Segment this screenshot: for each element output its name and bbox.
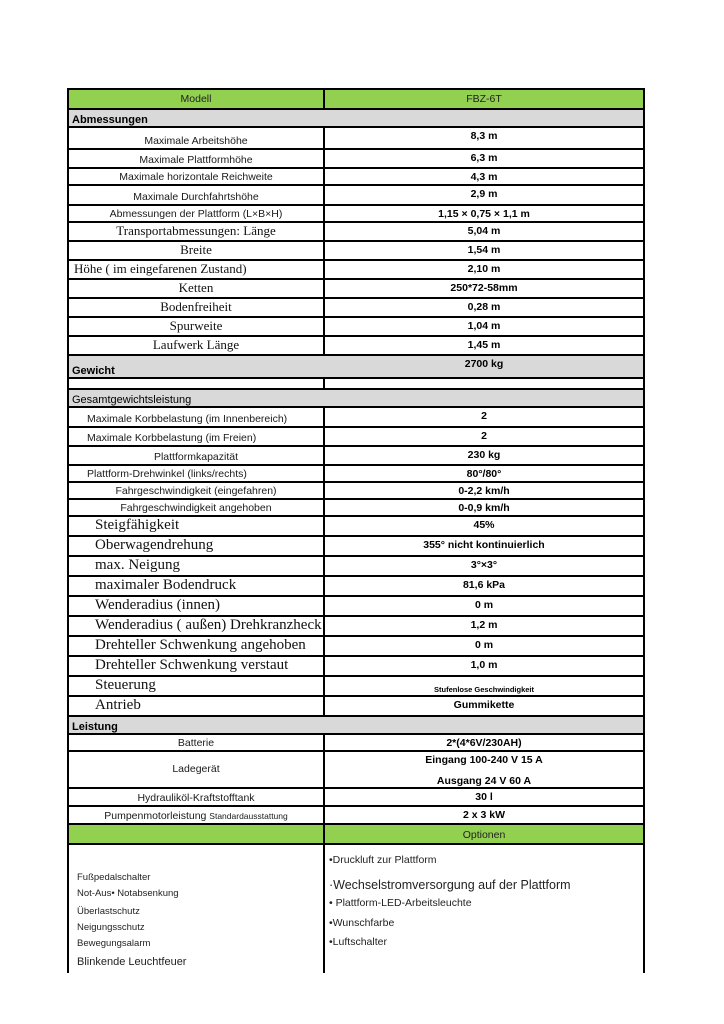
spec-label-cell (68, 576, 324, 596)
standard-feature-item: Neigungsschutz (77, 922, 145, 933)
row-label: Steigfähigkeit (95, 517, 180, 533)
spec-label-cell (68, 407, 324, 427)
spec-label-cell (68, 636, 324, 656)
options-header-label: Optionen (462, 829, 506, 841)
spec-value-cell (324, 499, 644, 516)
row-label: Drehteller Schwenkung verstaut (95, 657, 289, 673)
row-label: Plattform-Drehwinkel (links/rechts) (87, 468, 247, 480)
section-cell (68, 716, 644, 734)
row-value: 1,0 m (470, 659, 498, 671)
row-value: 1,15 × 0,75 × 1,1 m (438, 208, 530, 220)
spec-label-cell (68, 465, 324, 482)
options-header-row (68, 824, 644, 844)
row-label: Antrieb (95, 697, 141, 713)
row-label: Maximale Korbbelastung (im Freien) (87, 432, 257, 444)
spec-value-cell (324, 751, 644, 788)
spec-value-cell (324, 806, 644, 824)
row-value: 0,28 m (467, 301, 501, 313)
section-label: Leistung (72, 721, 118, 733)
row-value: 1,45 m (467, 339, 501, 351)
row-label: Ketten (178, 280, 214, 295)
spec-value-cell (324, 482, 644, 499)
row-value: 1,54 m (467, 244, 501, 256)
row-value: 2 (481, 410, 487, 422)
spec-value-cell (324, 279, 644, 298)
spec-label-cell (68, 516, 324, 536)
spec-label-cell (68, 788, 324, 806)
spacer-cell-right (324, 378, 644, 389)
row-value: 4,3 m (470, 171, 498, 183)
spec-value-cell (324, 317, 644, 336)
spec-value-cell (324, 596, 644, 616)
spec-value-cell (324, 168, 644, 185)
spec-label-cell (68, 696, 324, 716)
spec-label-cell (68, 751, 324, 788)
spec-row (68, 427, 644, 446)
model-label: Modell (180, 93, 212, 105)
spec-value-cell (324, 298, 644, 317)
spec-row (68, 241, 644, 260)
option-item: • Plattform-LED-Arbeitsleuchte (329, 897, 472, 909)
spec-row (68, 407, 644, 427)
standard-features-cell (68, 844, 324, 973)
spec-label-cell (68, 298, 324, 317)
row-value: Stufenlose Geschwindigkeit (433, 685, 535, 694)
options-header-cell (324, 824, 644, 844)
row-value: 2 (481, 430, 487, 442)
option-item: •Luftschalter (329, 936, 387, 948)
spec-row (68, 465, 644, 482)
spec-label-cell (68, 149, 324, 168)
spec-label-cell (68, 676, 324, 696)
row-label: Steuerung (95, 677, 156, 693)
row-value: 2,10 m (467, 263, 501, 275)
spec-value-cell (324, 465, 644, 482)
spec-label-cell (68, 536, 324, 556)
spec-row (68, 734, 644, 751)
spec-label-cell (68, 222, 324, 241)
spec-label-cell (68, 596, 324, 616)
spec-value-cell (324, 260, 644, 279)
spec-value-cell (324, 636, 644, 656)
spec-label-cell (68, 127, 324, 149)
spec-row (68, 149, 644, 168)
section-row (68, 716, 644, 734)
spec-label-cell (68, 185, 324, 205)
spec-label-cell (68, 656, 324, 676)
row-label: Wenderadius (innen) (95, 597, 220, 613)
model-label-cell (68, 89, 324, 109)
row-label: Drehteller Schwenkung angehoben (95, 637, 306, 653)
row-label: Fahrgeschwindigkeit angehoben (120, 502, 272, 514)
spec-row (68, 751, 644, 788)
option-item: •Druckluft zur Plattform (329, 854, 437, 866)
options-list-cell (324, 844, 644, 973)
row-label: max. Neigung (95, 557, 180, 573)
row-label: Maximale Plattformhöhe (139, 154, 253, 166)
spec-row (68, 596, 644, 616)
spec-label-cell (68, 734, 324, 751)
spec-value-cell (324, 616, 644, 636)
standard-feature-item: Bewegungsalarm (77, 938, 151, 949)
row-label: Spurweite (169, 318, 223, 333)
spec-label-cell (68, 482, 324, 499)
standard-feature-item: Überlastschutz (77, 906, 140, 917)
spec-value-cell (324, 734, 644, 751)
spec-value-cell (324, 427, 644, 446)
section-cell (68, 389, 644, 407)
row-value: 45% (473, 519, 495, 531)
standard-feature-item: Blinkende Leuchtfeuer (77, 956, 187, 968)
row-label: Plattformkapazität (153, 451, 239, 463)
spec-row (68, 127, 644, 149)
row-label: Maximale Arbeitshöhe (144, 135, 248, 147)
row-label: Breite (180, 242, 212, 257)
row-value-line: Eingang 100-240 V 15 A (425, 754, 543, 766)
spec-label-cell (68, 427, 324, 446)
spec-row (68, 556, 644, 576)
spec-row (68, 168, 644, 185)
spec-value-cell (324, 149, 644, 168)
section-row (68, 389, 644, 407)
standard-feature-item: Not-Aus• Notabsenkung (77, 888, 179, 899)
spec-label-cell (68, 616, 324, 636)
spec-label-cell (68, 806, 324, 824)
row-value-line: Ausgang 24 V 60 A (436, 775, 532, 787)
spec-value-cell (324, 205, 644, 222)
row-value: 250*72-58mm (450, 282, 518, 294)
spec-sheet (67, 88, 645, 973)
model-header-row (68, 89, 644, 109)
row-value: 0-2,2 km/h (458, 485, 510, 497)
spec-value-cell (324, 241, 644, 260)
row-label: Laufwerk Länge (152, 337, 240, 352)
row-label: Wenderadius ( außen) Drehkranzheck (95, 617, 322, 633)
row-label: Transportabmessungen: Länge (116, 223, 276, 238)
row-value: 355° nicht kontinuierlich (423, 539, 545, 551)
spec-label-cell (68, 241, 324, 260)
spec-row (68, 696, 644, 716)
spec-row (68, 482, 644, 499)
spec-value-cell (324, 127, 644, 149)
spec-row (68, 260, 644, 279)
spec-row (68, 576, 644, 596)
row-value: 2,9 m (470, 188, 498, 200)
spacer-cell-left (68, 378, 324, 389)
spec-value-cell (324, 656, 644, 676)
row-label: Abmessungen der Plattform (L×B×H) (109, 208, 283, 220)
spec-row (68, 788, 644, 806)
spec-row (68, 536, 644, 556)
spec-row (68, 185, 644, 205)
row-value: 0 m (474, 599, 494, 611)
spec-value-cell (324, 536, 644, 556)
spec-row (68, 806, 644, 824)
spec-value-cell (324, 696, 644, 716)
features-row (68, 844, 644, 973)
spec-row (68, 298, 644, 317)
row-label: Hydrauliköl-Kraftstofftank (137, 792, 255, 804)
spec-row (68, 446, 644, 465)
model-value: FBZ-6T (466, 93, 502, 105)
row-label: Oberwagendrehung (95, 537, 214, 553)
spec-value-cell (324, 336, 644, 355)
spec-value-cell (324, 788, 644, 806)
spec-value-cell (324, 222, 644, 241)
row-label: Batterie (177, 737, 215, 749)
row-label: Fahrgeschwindigkeit (eingefahren) (115, 485, 277, 497)
row-label: Bodenfreiheit (160, 299, 232, 314)
row-label: Maximale horizontale Reichweite (119, 171, 273, 183)
row-label: Pumpenmotorleistung (104, 810, 207, 822)
row-value: 230 kg (467, 449, 501, 461)
spec-label-cell (68, 279, 324, 298)
section-label: Gewicht (72, 365, 115, 377)
row-value: Gummikette (453, 699, 515, 711)
spec-row (68, 656, 644, 676)
spec-label-cell (68, 317, 324, 336)
spec-value-cell (324, 446, 644, 465)
row-value: 2 x 3 kW (462, 809, 506, 821)
spec-row (68, 616, 644, 636)
spec-row (68, 205, 644, 222)
spec-value-cell (324, 676, 644, 696)
spec-row (68, 676, 644, 696)
row-value: 1,04 m (467, 320, 501, 332)
spec-label-cell (68, 556, 324, 576)
spec-label-cell (68, 499, 324, 516)
options-header-left-cell (68, 824, 324, 844)
spec-value-cell (324, 185, 644, 205)
row-value: 3°×3° (470, 559, 498, 571)
spec-label-cell (68, 336, 324, 355)
spec-row (68, 279, 644, 298)
spec-value-cell (324, 516, 644, 536)
option-item: •Wunschfarbe (329, 917, 395, 929)
row-label: Ladegerät (172, 763, 220, 775)
section-cell (68, 109, 644, 127)
spec-label-cell (68, 260, 324, 279)
row-value: 5,04 m (467, 225, 501, 237)
standard-feature-item: Fußpedalschalter (77, 872, 151, 883)
spec-value-cell (324, 556, 644, 576)
spec-value-cell (324, 407, 644, 427)
section-row (68, 109, 644, 127)
spec-row (68, 636, 644, 656)
option-item: ·Wechselstromversorgung auf der Plattform (329, 878, 571, 892)
row-value: 2*(4*6V/230AH) (446, 737, 522, 749)
section-label: Abmessungen (72, 114, 148, 126)
section-cell (68, 355, 644, 378)
row-label: Maximale Korbbelastung (im Innenbereich) (87, 413, 288, 425)
spec-label-cell (68, 446, 324, 465)
spec-row (68, 222, 644, 241)
spec-value-cell (324, 576, 644, 596)
section-label: Gesamtgewichtsleistung (72, 394, 192, 406)
row-value: 0 m (474, 639, 494, 651)
spec-label-cell (68, 205, 324, 222)
spec-row (68, 336, 644, 355)
row-value: 6,3 m (470, 152, 498, 164)
spacer-row (68, 378, 644, 389)
row-label: Höhe ( im eingefarenen Zustand) (74, 261, 247, 276)
section-row (68, 355, 644, 378)
row-label: Maximale Durchfahrtshöhe (133, 191, 259, 203)
row-value: 30 l (475, 791, 493, 803)
row-label-suffix: Standardausstattung (209, 811, 288, 821)
spec-row (68, 516, 644, 536)
spec-label-cell (68, 168, 324, 185)
spec-row (68, 317, 644, 336)
row-value: 8,3 m (470, 130, 498, 142)
spec-table (67, 88, 645, 973)
row-value: 1,2 m (470, 619, 498, 631)
model-value-cell (324, 89, 644, 109)
row-label: maximaler Bodendruck (95, 577, 237, 593)
row-value: 0-0,9 km/h (458, 502, 510, 514)
section-value: 2700 kg (464, 358, 504, 370)
spec-row (68, 499, 644, 516)
row-value: 80°/80° (466, 468, 502, 480)
row-value: 81,6 kPa (462, 579, 506, 591)
